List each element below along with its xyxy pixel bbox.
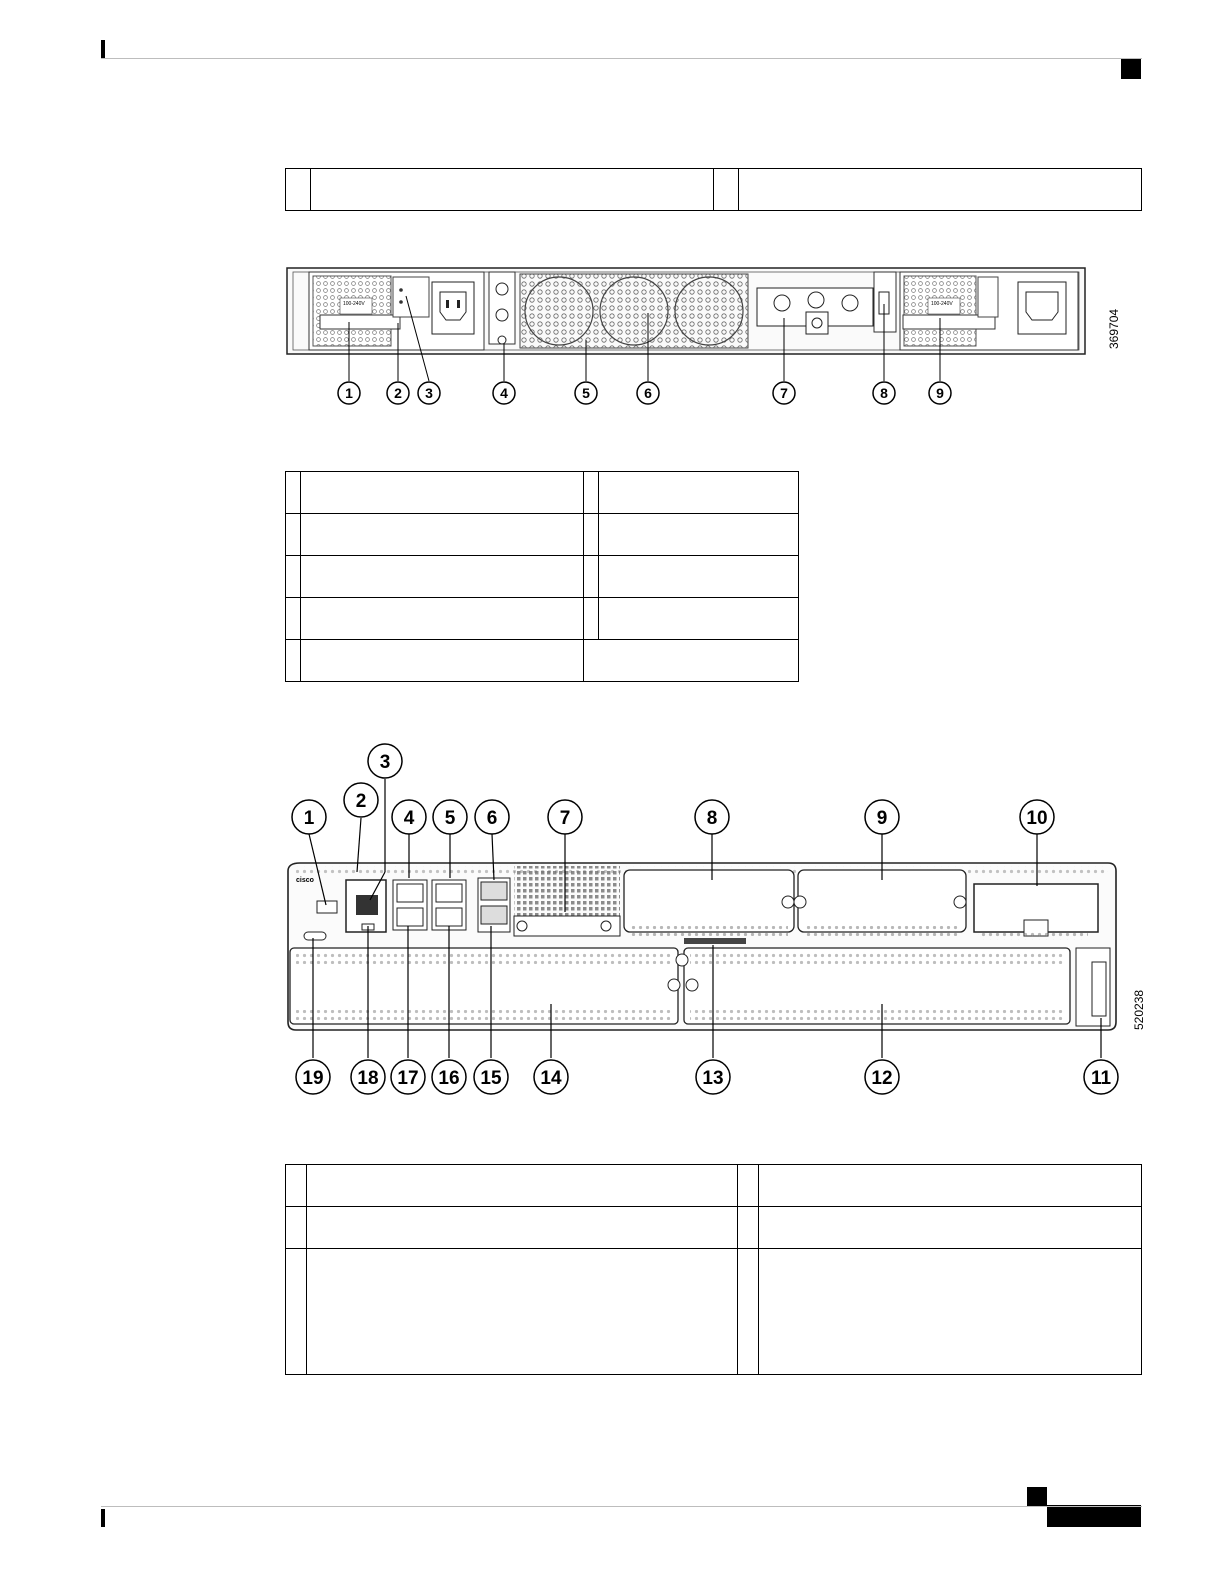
header-rule	[101, 58, 1142, 59]
table-cell	[759, 1207, 1142, 1249]
callout-number: 7	[559, 807, 571, 829]
psu-label-left: 100-240V	[343, 301, 365, 307]
table-cell	[307, 1165, 738, 1207]
callout-number: 19	[302, 1067, 324, 1089]
callout-number: 6	[486, 807, 498, 829]
table-cell	[286, 1207, 307, 1249]
callout-number: 17	[397, 1067, 419, 1089]
table-cell	[286, 556, 301, 598]
footer-page-tab	[1047, 1505, 1141, 1527]
table-cell	[584, 598, 599, 640]
figure-rear-panel-2ru	[280, 740, 1150, 1100]
footer-page-marker	[1027, 1487, 1047, 1507]
table-cell	[286, 472, 301, 514]
table-cell	[739, 169, 1142, 211]
figure-id: 369704	[1107, 308, 1121, 349]
brand-logo: cisco	[296, 877, 314, 884]
callout-number: 9	[876, 807, 888, 829]
table-cell	[584, 472, 599, 514]
table-cell	[584, 514, 599, 556]
table-cell	[286, 169, 311, 211]
callout-number: 2	[355, 790, 367, 812]
callout-number: 9	[936, 385, 944, 402]
table-cell	[286, 640, 301, 682]
table-cell	[301, 472, 584, 514]
figure-id-2: 520238	[1132, 989, 1146, 1030]
callout-number: 15	[480, 1067, 502, 1089]
figure-rear-panel-1ru	[280, 260, 1140, 410]
table-cell	[286, 598, 301, 640]
table-cell	[307, 1249, 738, 1375]
table-cell	[584, 556, 599, 598]
table-cell	[738, 1249, 759, 1375]
callout-number: 10	[1026, 807, 1048, 829]
callout-number: 18	[357, 1067, 379, 1089]
table-3	[285, 1164, 1142, 1375]
callout-number: 5	[444, 807, 456, 829]
callout-number: 4	[500, 385, 508, 402]
callout-number: 3	[425, 385, 433, 402]
callout-number: 13	[702, 1067, 724, 1089]
table-cell	[599, 514, 799, 556]
callout-number: 1	[303, 807, 315, 829]
table-cell	[738, 1165, 759, 1207]
table-cell	[286, 514, 301, 556]
table-cell	[599, 556, 799, 598]
callout-number: 7	[780, 385, 788, 402]
table-cell	[286, 1165, 307, 1207]
callout-number: 2	[394, 385, 402, 402]
table-cell	[286, 1249, 307, 1375]
table-1	[285, 168, 1142, 211]
table-2	[285, 471, 799, 682]
header-marker	[101, 40, 105, 58]
table-cell	[311, 169, 714, 211]
callout-number: 8	[880, 385, 888, 402]
table-cell	[599, 472, 799, 514]
psu-label-right: 100-240V	[931, 301, 953, 307]
table-cell	[599, 598, 799, 640]
callout-number: 5	[582, 385, 590, 402]
callout-number: 16	[438, 1067, 460, 1089]
table-cell	[301, 556, 584, 598]
callout-number: 1	[345, 385, 353, 402]
table-cell	[301, 598, 584, 640]
footer-rule	[101, 1506, 1142, 1507]
table-cell	[307, 1207, 738, 1249]
footer-marker	[101, 1509, 105, 1527]
table-cell	[759, 1249, 1142, 1375]
table-cell	[714, 169, 739, 211]
chapter-tab-marker	[1121, 59, 1141, 79]
table-cell	[584, 640, 799, 682]
callout-number: 8	[706, 807, 718, 829]
callout-number: 12	[871, 1067, 893, 1089]
table-cell	[301, 640, 584, 682]
table-cell	[301, 514, 584, 556]
callout-number: 14	[540, 1067, 562, 1089]
callout-number: 11	[1090, 1067, 1112, 1089]
callout-number: 3	[379, 751, 391, 773]
table-cell	[759, 1165, 1142, 1207]
callout-number: 6	[644, 385, 652, 402]
callout-number: 4	[403, 807, 415, 829]
table-cell	[738, 1207, 759, 1249]
